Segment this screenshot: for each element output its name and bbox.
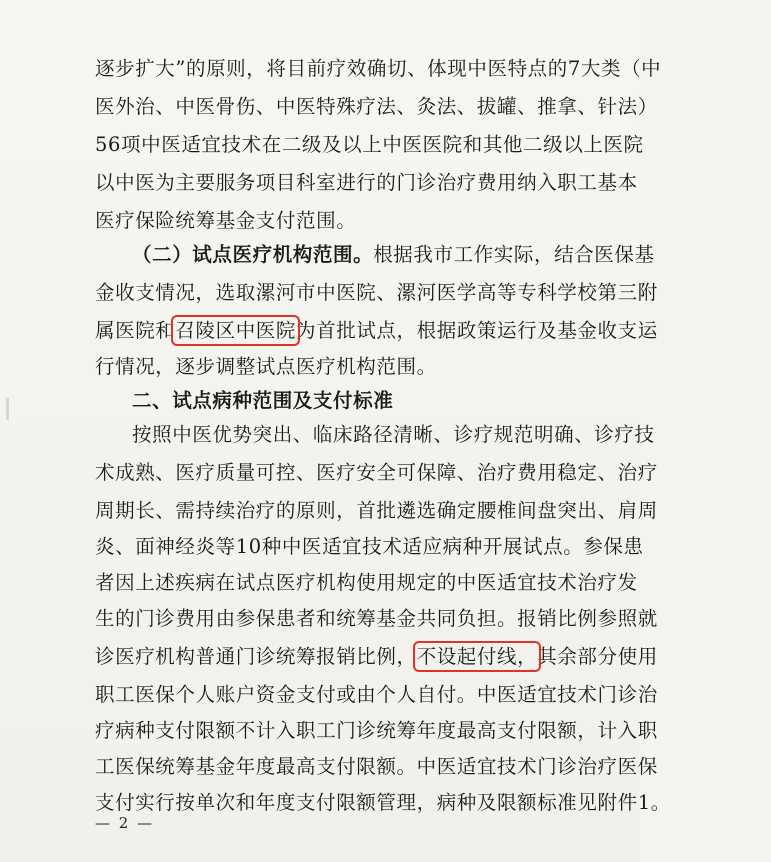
line-text: 逐步扩大”的原则，将目前疗效确切、体现中医特点的7大类（中 <box>95 57 662 80</box>
text-line <box>0 240 771 270</box>
text-line <box>0 680 734 710</box>
line-text: 医外治、中医骨伤、中医特殊疗法、灸法、拔罐、推拿、针法） <box>95 95 658 118</box>
line-text: 术成熟、医疗质量可控、医疗安全可保障、治疗费用稳定、治疗 <box>95 461 658 484</box>
line-text: 以中医为主要服务项目科室进行的门诊治疗费用纳入职工基本 <box>95 171 638 194</box>
highlight-no-deductible: 不设起付线， <box>416 645 538 668</box>
line-text: 诊医疗机构普通门诊统筹报销比例， <box>95 645 417 668</box>
text-line <box>0 568 734 598</box>
line-text: 工医保统筹基金年度最高支付限额。中医适宜技术门诊治疗医保 <box>95 755 658 778</box>
text-line <box>0 458 734 488</box>
text-line <box>0 642 734 672</box>
text-line <box>0 130 734 160</box>
text-line <box>0 278 734 308</box>
line-text: 疗病种支付限额不计入职工门诊统筹年度最高支付限额，计入职 <box>95 719 658 742</box>
line-text: 者因上述疾病在试点医疗机构使用规定的中医适宜技术治疗发 <box>95 571 638 594</box>
line-text: 生的门诊费用由参保患者和统筹基金共同负担。报销比例参照就 <box>95 607 658 630</box>
text-line <box>0 752 734 782</box>
line-text: 炎、面神经炎等10种中医适宜技术适应病种开展试点。参保患 <box>95 535 644 558</box>
line-text: 56项中医适宜技术在二级及以上中医医院和其他二级以上医院 <box>95 133 644 156</box>
text-line <box>0 206 734 236</box>
text-line <box>0 420 771 450</box>
line-text: 行情况，逐步调整试点医疗机构范围。 <box>95 355 437 378</box>
line-text: 职工医保个人账户资金支付或由个人自付。中医适宜技术门诊治 <box>95 683 658 706</box>
text-line <box>0 54 734 84</box>
text-line <box>0 352 734 382</box>
highlight-shaoling-hospital: 召陵区中医院 <box>175 319 297 342</box>
heading-text: 二、试点病种范围及支付标准 <box>132 389 394 412</box>
line-text: 为首批试点，根据政策运行及基金收支运 <box>296 319 658 342</box>
text-line <box>0 716 734 746</box>
text-line <box>0 92 734 122</box>
line-text: 属医院和 <box>95 319 176 342</box>
line-text: 金收支情况，选取漯河市中医院、漯河医学高等专科学校第三附 <box>95 281 658 304</box>
line-text: 其余部分使用 <box>537 645 658 668</box>
line-text: 根据我市工作实际，结合医保基 <box>373 243 655 266</box>
line-text: 支付实行按单次和年度支付限额管理，病种及限额标准见附件1。 <box>95 791 671 814</box>
text-line <box>0 316 734 346</box>
text-line <box>0 496 734 526</box>
text-line <box>0 604 734 634</box>
section-heading-disease-scope <box>0 386 771 416</box>
text-line <box>0 168 734 198</box>
section-heading-pilot-institutions: （二）试点医疗机构范围。 <box>132 243 374 266</box>
text-line <box>0 532 734 562</box>
line-text: 按照中医优势突出、临床路径清晰、诊疗规范明确、诊疗技 <box>132 423 655 446</box>
line-text: 医疗保险统筹基金支付范围。 <box>95 209 357 232</box>
line-text: 周期长、需持续治疗的原则，首批遴选确定腰椎间盘突出、肩周 <box>95 499 658 522</box>
page-number: — 2 — <box>95 814 155 832</box>
